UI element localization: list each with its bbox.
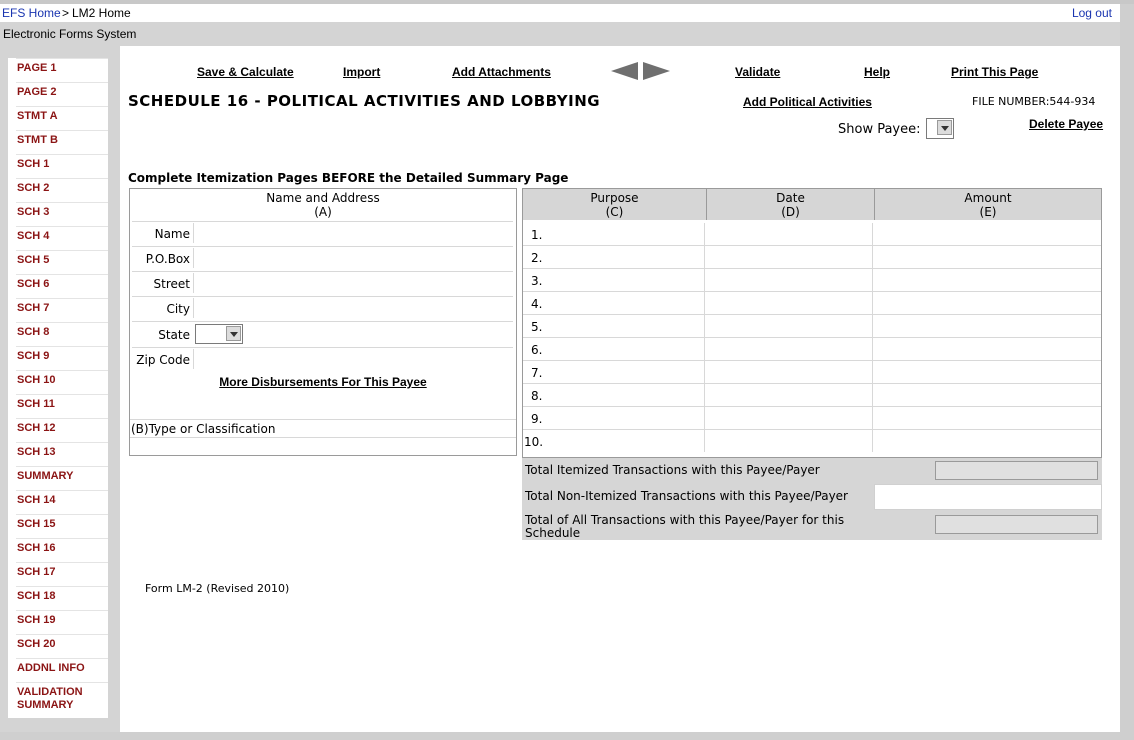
sidebar-item-sch-5[interactable]: SCH 5 [16, 250, 108, 275]
top-nav-bar [0, 4, 1120, 22]
amount-cell[interactable] [873, 292, 1101, 314]
date-cell[interactable] [705, 315, 873, 337]
name-address-letter: (A) [314, 205, 332, 219]
bottom-border [0, 732, 1120, 740]
sidebar-item-sch-2[interactable]: SCH 2 [16, 178, 108, 203]
purpose-cell[interactable]: 8. [523, 384, 705, 406]
table-row [523, 292, 1101, 315]
sidebar-item-sch-14[interactable]: SCH 14 [16, 490, 108, 515]
purpose-cell[interactable]: 5. [523, 315, 705, 337]
date-cell[interactable] [705, 361, 873, 383]
name-address-title: Name and Address [266, 191, 380, 205]
add-attachments-button[interactable]: Add Attachments [452, 65, 551, 79]
amount-cell[interactable] [873, 315, 1101, 337]
payee-address-panel [129, 188, 517, 456]
date-cell[interactable] [705, 223, 873, 245]
sidebar-item-sch-11[interactable]: SCH 11 [16, 394, 108, 419]
purpose-cell[interactable]: 4. [523, 292, 705, 314]
delete-payee-button[interactable]: Delete Payee [1029, 117, 1104, 131]
show-payee-label: Show Payee: [838, 122, 921, 137]
validate-button[interactable]: Validate [735, 65, 781, 79]
state-select[interactable] [195, 324, 243, 344]
sidebar-item-stmt-a[interactable]: STMT A [16, 106, 108, 131]
total-all-field [935, 515, 1098, 534]
sidebar-item-summary[interactable]: SUMMARY [16, 466, 108, 491]
import-button[interactable]: Import [343, 65, 381, 79]
purpose-cell[interactable]: 7. [523, 361, 705, 383]
sidebar-item-sch-16[interactable]: SCH 16 [16, 538, 108, 563]
save-calculate-button[interactable]: Save & Calculate [197, 65, 294, 79]
previous-page-arrow-icon[interactable] [611, 62, 638, 80]
table-row [523, 407, 1101, 430]
sidebar-item-sch-10[interactable]: SCH 10 [16, 370, 108, 395]
efs-home-link[interactable]: EFS Home [2, 6, 61, 20]
date-cell[interactable] [705, 384, 873, 406]
sidebar [0, 46, 120, 732]
amount-cell[interactable] [873, 361, 1101, 383]
total-itemized-label: Total Itemized Transactions with this Payee/Payer [522, 458, 874, 484]
purpose-column-header: Purpose (C) [523, 189, 707, 220]
sidebar-item-sch-20[interactable]: SCH 20 [16, 634, 108, 659]
file-number: FILE NUMBER:544-934 [972, 95, 1096, 108]
app-banner [0, 22, 1120, 46]
purpose-cell[interactable]: 6. [523, 338, 705, 360]
form-revision-note: Form LM-2 (Revised 2010) [145, 582, 290, 595]
total-non-itemized-row [522, 484, 1102, 510]
street-input[interactable] [193, 273, 511, 293]
street-label: Street [153, 277, 190, 291]
name-input[interactable] [193, 223, 511, 243]
zip-row [132, 347, 513, 371]
state-row [132, 321, 513, 347]
chevron-down-icon[interactable] [226, 326, 241, 341]
sidebar-item-sch-6[interactable]: SCH 6 [16, 274, 108, 299]
amount-cell[interactable] [873, 430, 1101, 452]
amount-cell[interactable] [873, 223, 1101, 245]
pobox-input[interactable] [193, 248, 511, 268]
sidebar-item-page-2[interactable]: PAGE 2 [16, 82, 108, 107]
table-row [523, 430, 1101, 453]
help-button[interactable]: Help [864, 65, 891, 79]
total-itemized-field [935, 461, 1098, 480]
breadcrumb-separator: > [62, 6, 70, 20]
sidebar-item-sch-3[interactable]: SCH 3 [16, 202, 108, 227]
table-row [523, 269, 1101, 292]
table-row [523, 223, 1101, 246]
sidebar-item-sch-12[interactable]: SCH 12 [16, 418, 108, 443]
purpose-cell[interactable]: 3. [523, 269, 705, 291]
sidebar-item-sch-13[interactable]: SCH 13 [16, 442, 108, 467]
show-payee-select[interactable] [926, 118, 954, 139]
total-all-cell [874, 510, 1102, 540]
sidebar-item-stmt-b[interactable]: STMT B [16, 130, 108, 155]
city-input[interactable] [193, 298, 511, 318]
total-itemized-row [522, 458, 1102, 484]
amount-cell[interactable] [873, 338, 1101, 360]
instruction-text: Complete Itemization Pages BEFORE the Detailed Summary Page [128, 171, 569, 185]
date-cell[interactable] [705, 338, 873, 360]
sidebar-item-sch-17[interactable]: SCH 17 [16, 562, 108, 587]
date-cell[interactable] [705, 269, 873, 291]
city-label: City [166, 302, 190, 316]
pobox-label: P.O.Box [145, 252, 190, 266]
purpose-cell[interactable]: 10. [523, 430, 705, 452]
sidebar-item-sch-19[interactable]: SCH 19 [16, 610, 108, 635]
total-all-label: Total of All Transactions with this Payee/Payer for this Schedule [522, 510, 874, 540]
page-title: SCHEDULE 16 - POLITICAL ACTIVITIES AND LOBBYING [128, 92, 601, 110]
amount-cell[interactable] [873, 407, 1101, 429]
chevron-down-icon[interactable] [937, 120, 952, 135]
date-cell[interactable] [705, 292, 873, 314]
city-row [132, 296, 513, 320]
name-label: Name [154, 227, 190, 241]
sidebar-item-sch-9[interactable]: SCH 9 [16, 346, 108, 371]
sidebar-item-page-1[interactable]: PAGE 1 [16, 58, 108, 83]
print-page-button[interactable]: Print This Page [951, 65, 1039, 79]
logout-link[interactable]: Log out [1071, 6, 1112, 20]
total-non-itemized-label: Total Non-Itemized Transactions with this Payee/Payer [522, 484, 874, 510]
amount-column-header: Amount (E) [875, 189, 1101, 220]
total-itemized-cell [874, 458, 1102, 484]
total-all-row [522, 510, 1102, 540]
sidebar-nav [8, 58, 108, 718]
sidebar-item-validation-summary[interactable]: VALIDATION SUMMARY [16, 682, 108, 719]
zip-label: Zip Code [136, 353, 190, 367]
disbursement-table [522, 188, 1102, 458]
date-cell[interactable] [705, 430, 873, 452]
purpose-cell[interactable]: 9. [523, 407, 705, 429]
street-row [132, 271, 513, 295]
zip-input[interactable] [193, 349, 511, 369]
table-row [523, 315, 1101, 338]
more-disbursements-link[interactable]: More Disbursements For This Payee [219, 375, 427, 389]
date-cell[interactable] [705, 407, 873, 429]
add-political-activities-button[interactable]: Add Political Activities [743, 95, 872, 109]
total-non-itemized-field[interactable] [874, 484, 1102, 510]
sidebar-item-sch-1[interactable]: SCH 1 [16, 154, 108, 179]
date-cell[interactable] [705, 246, 873, 268]
table-row [523, 246, 1101, 269]
sidebar-item-sch-8[interactable]: SCH 8 [16, 322, 108, 347]
type-classification-row [130, 419, 516, 438]
right-border [1120, 4, 1134, 740]
purpose-cell[interactable]: 1. [523, 223, 705, 245]
amount-cell[interactable] [873, 384, 1101, 406]
sidebar-item-sch-15[interactable]: SCH 15 [16, 514, 108, 539]
sidebar-item-sch-7[interactable]: SCH 7 [16, 298, 108, 323]
sidebar-item-addnl-info[interactable]: ADDNL INFO [16, 658, 108, 683]
purpose-cell[interactable]: 2. [523, 246, 705, 268]
table-row [523, 338, 1101, 361]
date-column-header: Date (D) [707, 189, 875, 220]
app-name: Electronic Forms System [3, 27, 137, 41]
name-address-header [130, 189, 516, 221]
amount-cell[interactable] [873, 246, 1101, 268]
next-page-arrow-icon[interactable] [643, 62, 670, 80]
sidebar-item-sch-18[interactable]: SCH 18 [16, 586, 108, 611]
name-row [132, 221, 513, 245]
table-row [523, 384, 1101, 407]
lm2-home-link[interactable]: LM2 Home [72, 6, 131, 20]
state-label: State [158, 328, 190, 342]
table-row [523, 361, 1101, 384]
type-classification-label: (B)Type or Classification [131, 422, 276, 436]
amount-cell[interactable] [873, 269, 1101, 291]
main-content [120, 46, 1120, 732]
pobox-row [132, 246, 513, 270]
sidebar-item-sch-4[interactable]: SCH 4 [16, 226, 108, 251]
